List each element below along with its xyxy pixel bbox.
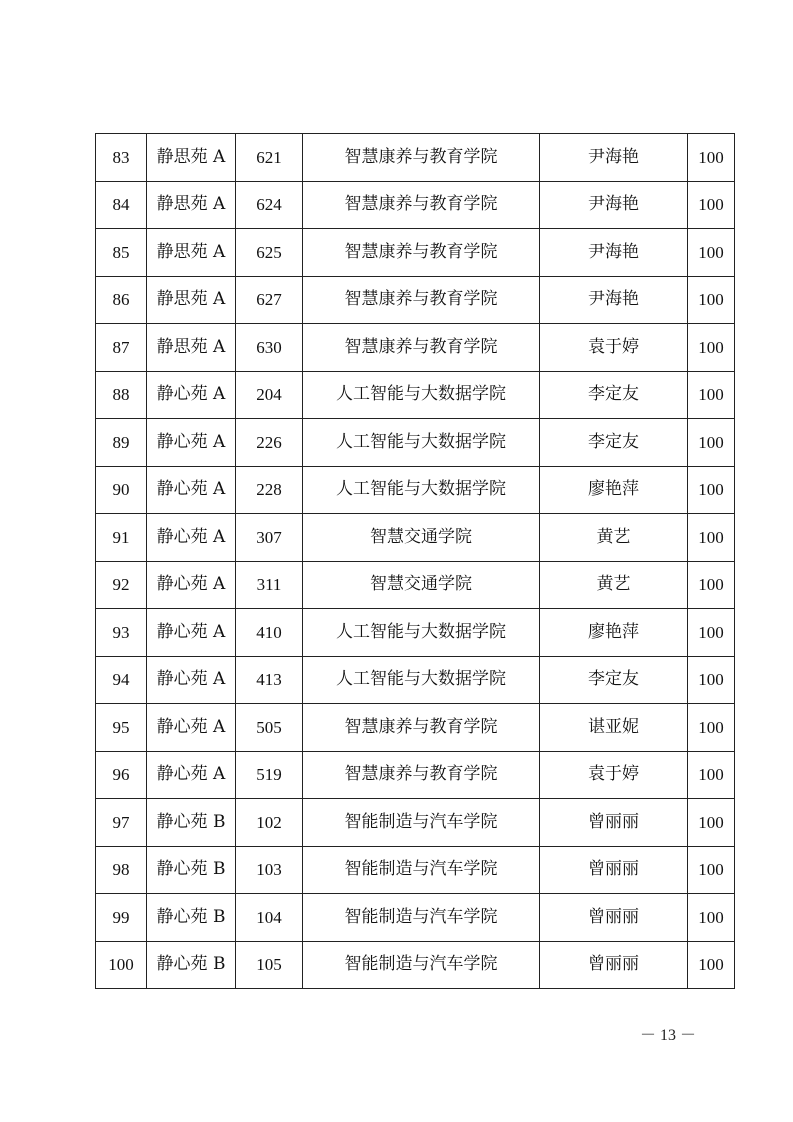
cell-score: 100 xyxy=(688,466,735,514)
cell-college: 人工智能与大数据学院 xyxy=(303,371,540,419)
cell-building: 静心苑 B xyxy=(147,799,236,847)
table-body xyxy=(96,134,735,989)
cell-score: 100 xyxy=(688,134,735,182)
cell-index: 88 xyxy=(96,371,147,419)
cell-teacher: 曾丽丽 xyxy=(540,846,688,894)
cell-teacher: 袁于婷 xyxy=(540,324,688,372)
cell-building: 静心苑 A xyxy=(147,704,236,752)
table-row xyxy=(96,751,735,799)
cell-building: 静心苑 A xyxy=(147,514,236,562)
cell-room: 410 xyxy=(236,609,303,657)
table-row xyxy=(96,609,735,657)
cell-index: 99 xyxy=(96,894,147,942)
cell-index: 83 xyxy=(96,134,147,182)
table-row xyxy=(96,181,735,229)
table-row xyxy=(96,894,735,942)
cell-teacher: 尹海艳 xyxy=(540,276,688,324)
cell-building: 静心苑 A xyxy=(147,609,236,657)
cell-room: 204 xyxy=(236,371,303,419)
cell-building: 静思苑 A xyxy=(147,324,236,372)
cell-room: 311 xyxy=(236,561,303,609)
cell-index: 92 xyxy=(96,561,147,609)
cell-index: 95 xyxy=(96,704,147,752)
cell-college: 智慧交通学院 xyxy=(303,561,540,609)
cell-index: 87 xyxy=(96,324,147,372)
cell-teacher: 廖艳萍 xyxy=(540,609,688,657)
cell-score: 100 xyxy=(688,609,735,657)
cell-score: 100 xyxy=(688,229,735,277)
cell-college: 智能制造与汽车学院 xyxy=(303,846,540,894)
table-row xyxy=(96,324,735,372)
cell-score: 100 xyxy=(688,419,735,467)
cell-index: 93 xyxy=(96,609,147,657)
cell-building: 静心苑 B xyxy=(147,941,236,989)
cell-teacher: 李定友 xyxy=(540,656,688,704)
cell-score: 100 xyxy=(688,894,735,942)
cell-college: 智慧康养与教育学院 xyxy=(303,751,540,799)
cell-teacher: 黄艺 xyxy=(540,514,688,562)
cell-room: 307 xyxy=(236,514,303,562)
cell-index: 96 xyxy=(96,751,147,799)
cell-score: 100 xyxy=(688,514,735,562)
cell-building: 静思苑 A xyxy=(147,276,236,324)
cell-score: 100 xyxy=(688,751,735,799)
cell-college: 智慧康养与教育学院 xyxy=(303,134,540,182)
table-row xyxy=(96,656,735,704)
cell-room: 103 xyxy=(236,846,303,894)
cell-building: 静思苑 A xyxy=(147,134,236,182)
cell-room: 519 xyxy=(236,751,303,799)
cell-building: 静心苑 B xyxy=(147,846,236,894)
cell-score: 100 xyxy=(688,704,735,752)
cell-college: 智能制造与汽车学院 xyxy=(303,894,540,942)
cell-building: 静心苑 A xyxy=(147,419,236,467)
cell-teacher: 李定友 xyxy=(540,371,688,419)
cell-index: 100 xyxy=(96,941,147,989)
cell-room: 505 xyxy=(236,704,303,752)
table-row xyxy=(96,704,735,752)
cell-score: 100 xyxy=(688,799,735,847)
cell-college: 人工智能与大数据学院 xyxy=(303,419,540,467)
cell-room: 625 xyxy=(236,229,303,277)
cell-score: 100 xyxy=(688,324,735,372)
cell-teacher: 曾丽丽 xyxy=(540,799,688,847)
dormitory-score-table xyxy=(95,133,735,989)
cell-college: 智慧康养与教育学院 xyxy=(303,276,540,324)
cell-teacher: 黄艺 xyxy=(540,561,688,609)
cell-building: 静心苑 B xyxy=(147,894,236,942)
cell-college: 智慧康养与教育学院 xyxy=(303,324,540,372)
cell-building: 静心苑 A xyxy=(147,371,236,419)
cell-college: 智慧交通学院 xyxy=(303,514,540,562)
cell-college: 智能制造与汽车学院 xyxy=(303,941,540,989)
cell-index: 84 xyxy=(96,181,147,229)
cell-college: 智慧康养与教育学院 xyxy=(303,704,540,752)
cell-room: 624 xyxy=(236,181,303,229)
cell-building: 静心苑 A xyxy=(147,466,236,514)
table-row xyxy=(96,561,735,609)
cell-teacher: 谌亚妮 xyxy=(540,704,688,752)
cell-building: 静心苑 A xyxy=(147,656,236,704)
cell-index: 89 xyxy=(96,419,147,467)
cell-room: 413 xyxy=(236,656,303,704)
page-number: － 13 － xyxy=(640,1027,697,1044)
cell-teacher: 廖艳萍 xyxy=(540,466,688,514)
cell-score: 100 xyxy=(688,846,735,894)
cell-room: 102 xyxy=(236,799,303,847)
cell-index: 97 xyxy=(96,799,147,847)
table-row xyxy=(96,846,735,894)
cell-index: 94 xyxy=(96,656,147,704)
cell-college: 智慧康养与教育学院 xyxy=(303,181,540,229)
cell-index: 90 xyxy=(96,466,147,514)
cell-teacher: 尹海艳 xyxy=(540,181,688,229)
cell-college: 人工智能与大数据学院 xyxy=(303,466,540,514)
cell-room: 621 xyxy=(236,134,303,182)
cell-college: 人工智能与大数据学院 xyxy=(303,656,540,704)
cell-room: 105 xyxy=(236,941,303,989)
cell-room: 630 xyxy=(236,324,303,372)
cell-building: 静心苑 A xyxy=(147,561,236,609)
cell-index: 98 xyxy=(96,846,147,894)
cell-teacher: 尹海艳 xyxy=(540,229,688,277)
cell-college: 智慧康养与教育学院 xyxy=(303,229,540,277)
cell-teacher: 曾丽丽 xyxy=(540,894,688,942)
cell-score: 100 xyxy=(688,181,735,229)
table-row xyxy=(96,276,735,324)
cell-college: 人工智能与大数据学院 xyxy=(303,609,540,657)
cell-index: 86 xyxy=(96,276,147,324)
table-row xyxy=(96,466,735,514)
cell-index: 85 xyxy=(96,229,147,277)
cell-score: 100 xyxy=(688,656,735,704)
cell-room: 104 xyxy=(236,894,303,942)
cell-teacher: 袁于婷 xyxy=(540,751,688,799)
cell-index: 91 xyxy=(96,514,147,562)
cell-building: 静思苑 A xyxy=(147,229,236,277)
table-row xyxy=(96,514,735,562)
table-row xyxy=(96,419,735,467)
cell-score: 100 xyxy=(688,561,735,609)
cell-teacher: 李定友 xyxy=(540,419,688,467)
cell-college: 智能制造与汽车学院 xyxy=(303,799,540,847)
table-row xyxy=(96,229,735,277)
cell-room: 226 xyxy=(236,419,303,467)
table-row xyxy=(96,134,735,182)
cell-score: 100 xyxy=(688,941,735,989)
cell-room: 228 xyxy=(236,466,303,514)
cell-score: 100 xyxy=(688,276,735,324)
table-row xyxy=(96,799,735,847)
cell-room: 627 xyxy=(236,276,303,324)
cell-score: 100 xyxy=(688,371,735,419)
cell-building: 静思苑 A xyxy=(147,181,236,229)
table-row xyxy=(96,941,735,989)
cell-building: 静心苑 A xyxy=(147,751,236,799)
cell-teacher: 曾丽丽 xyxy=(540,941,688,989)
table-row xyxy=(96,371,735,419)
cell-teacher: 尹海艳 xyxy=(540,134,688,182)
